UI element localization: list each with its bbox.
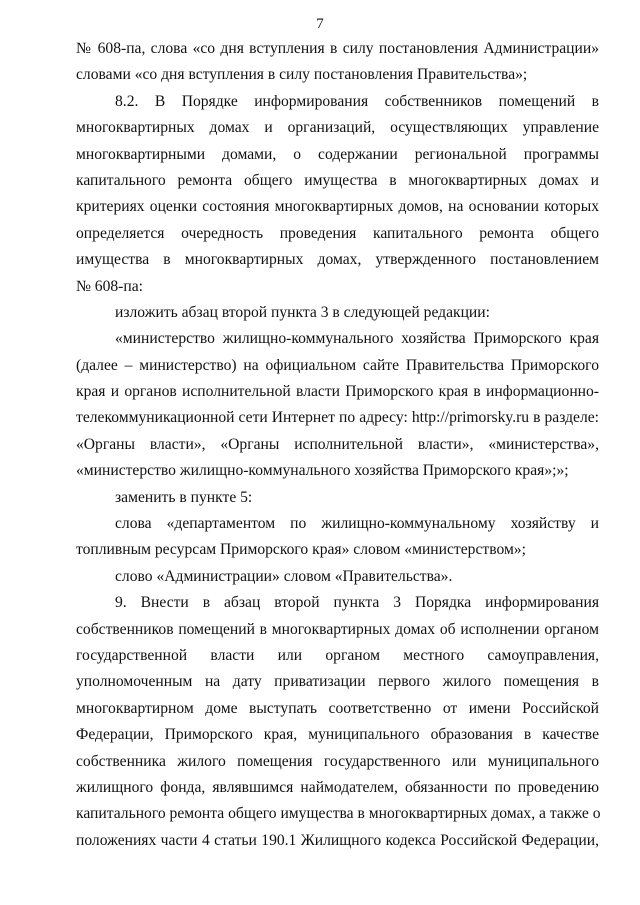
text-line: 9. Внести в абзац второй пункта 3 Порядка информирования [115,594,599,612]
text-line: критериях оценки состояния многоквартирных домов, на основании которых [76,198,599,216]
text-line: собственников помещений в многоквартирных домах об исполнении органом [76,620,599,638]
text-line: «министерство жилищно-коммунального хозяйства Приморского края [115,330,599,348]
text-line: слово «Администрации» словом «Правительства». [115,567,453,585]
text-line: имущества в многоквартирных домах, утвержденного постановлением [76,251,599,269]
text-line: «министерство жилищно-коммунального хозяйства Приморского края»;»; [76,462,569,480]
text-line: «Органы власти», «Органы исполнительной власти», «министерства», [76,435,599,453]
text-line: многоквартирными домами, о содержании региональной программы [76,145,599,163]
text-line: государственной власти или органом местного самоуправления, [76,646,599,664]
page-number: 7 [316,16,324,32]
text-line: топливным ресурсам Приморского края» словом «министерством»; [76,541,526,559]
text-line: края и органов исполнительной власти Приморского края в информационно- [76,383,599,401]
text-line: телекоммуникационной сети Интернет по адресу: http://primorsky.ru в разделе: [76,409,599,427]
text-line: слова «департаментом по жилищно-коммунальному хозяйству и [115,515,599,533]
text-line: капитального ремонта общего имущества в многоквартирных домах, а также о [76,805,601,823]
text-line: собственника жилого помещения государственного или муниципального [76,752,599,770]
text-line: определяется очередность проведения капитального ремонта общего [76,224,599,242]
text-line: (далее – министерство) на официальном сайте Правительства Приморского [76,356,599,374]
text-line: № 608-па, слова «со дня вступления в силу постановления Администрации» [76,40,599,57]
text-line: 8.2. В Порядке информирования собственников помещений в [115,92,599,110]
text-line: заменить в пункте 5: [115,488,253,506]
text-line: многоквартирных домах и организаций, осуществляющих управление [76,119,599,137]
text-line: жилищного фонда, являвшимся наймодателем, обязанности по проведению [76,778,599,796]
document-body [76,36,599,854]
text-line: многоквартирном доме выступать соответственно от имени Российской [76,699,599,717]
text-line: уполномоченным на дату приватизации первого жилого помещения в [76,673,599,691]
text-line: № 608-па: [76,277,143,295]
text-line: положениях части 4 статьи 190.1 Жилищного кодекса Российской Федерации, [76,831,599,849]
text-line: изложить абзац второй пункта 3 в следующей редакции: [115,303,490,321]
text-line: капитального ремонта общего имущества в многоквартирных домах и [76,171,599,189]
text-line: Федерации, Приморского края, муниципального образования в качестве [76,726,599,744]
text-line: словами «со дня вступления в силу постановления Правительства»; [76,66,528,84]
